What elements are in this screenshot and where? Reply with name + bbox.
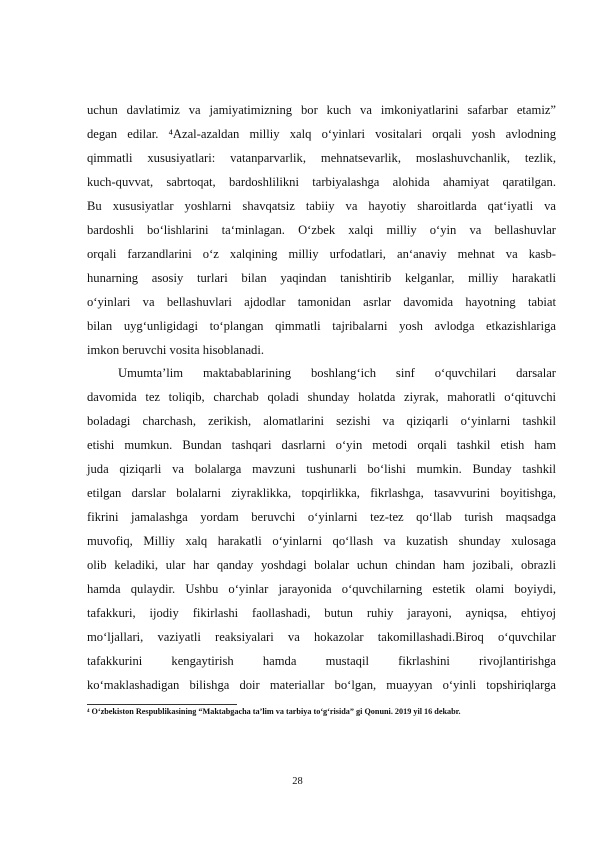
text-line: mo‘ljallari, vaziyatli reaksiyalari va hokazolar takomillashadi.Biroq o‘quvchilar bbox=[87, 629, 556, 644]
text-line: o‘yinlari va bellashuvlari ajdodlar tamonidan asrlar davomida hayotning tabiat bbox=[87, 294, 556, 309]
text-line: orqali farzandlarini o‘z xalqining milliy urfodatlari, an‘anaviy mehnat va kasb- bbox=[87, 246, 556, 261]
page-number: 28 bbox=[292, 776, 303, 787]
text-line: hamda qulaydir. Ushbu o‘yinlar jarayonida o‘quvchilarning estetik olami boyiydi, bbox=[87, 582, 556, 596]
text-line: muvofiq, Milliy xalq harakatli o‘yinlarni qo‘llash va kuzatish shunday xulosaga bbox=[87, 534, 556, 549]
text-line: boladagi charchash, zerikish, alomatlarini sezishi va qiziqarli o‘yinlarni tashkil bbox=[87, 414, 556, 429]
text-line: uchun davlatimiz va jamiyatimizning bor kuch va imkoniyatlarini safarbar etamiz” bbox=[87, 103, 556, 117]
text-line: degan edilar. ⁴Azal-azaldan milliy xalq o‘yinlari vositalari orqali yosh avlodning bbox=[87, 126, 556, 141]
text-line: tafakkurini kengaytirish hamda mustaqil fikrlashini rivojlantirishga bbox=[87, 653, 556, 668]
text-line: tafakkuri, ijodiy fikirlashi faollashadi, butun ruhiy jarayoni, ayniqsa, ehtiyoj bbox=[87, 605, 556, 620]
text-line: fikrini jamalashga yordam beruvchi o‘yinlarni tez-tez qo‘llab turish maqsadga bbox=[87, 510, 556, 525]
text-line: etishi mumkun. Bundan tashqari dasrlarni o‘yin metodi orqali tashkil etish ham bbox=[87, 438, 556, 453]
paragraph-first-line: Umumta’lim maktabablarining boshlang‘ich sinf o‘quvchilari darsalar bbox=[118, 366, 556, 381]
text-line: davomida tez toliqib, charchab qoladi shunday holatda ziyrak, mahoratli o‘qituvchi bbox=[87, 390, 556, 405]
text-line: olib keladiki, ular har qanday yoshdagi bolalar uchun chindan ham jozibali, obrazli bbox=[87, 558, 556, 573]
text-line: ko‘maklashadigan bilishga doir materiallar bo‘lgan, muayyan o‘yinli topshiriqlarga bbox=[87, 677, 556, 692]
text-line: juda qiziqarli va bolalarga mavzuni tushunarli bo‘lishi mumkin. Bunday tashkil bbox=[87, 462, 556, 477]
text-line: bardoshli bo‘lishlarini ta‘minlagan. O‘zbek xalqi milliy o‘yin va bellashuvlar bbox=[87, 222, 556, 237]
footnote: ⁴ O‘zbekiston Respublikasining “Maktabgacha ta’lim va tarbiya to‘g‘risida” gi Qonuni. 2019 yil 16 dekabr. bbox=[87, 706, 461, 716]
text-line: hunarning asosiy turlari bilan yaqindan tanishtirib kelganlar, milliy harakatli bbox=[87, 270, 556, 285]
text-line: Bu xususiyatlar yoshlarni shavqatsiz tabiiy va hayotiy sharoitlarda qat‘iyatli va bbox=[87, 198, 556, 213]
text-line: imkon beruvchi vosita hisoblanadi. bbox=[87, 342, 264, 357]
text-line: bilan uyg‘unligidagi to‘plangan qimmatli tajribalarni yosh avlodga etkazishlariga bbox=[87, 318, 556, 333]
text-line: qimmatli xususiyatlari: vatanparvarlik, mehnatsevarlik, moslashuvchanlik, tezlik, bbox=[87, 150, 556, 165]
text-line: etilgan darslar bolalarni ziyraklikka, topqirlikka, fikrlashga, tasavvurini boyitishga, bbox=[87, 486, 556, 501]
text-line: kuch-quvvat, sabrtoqat, bardoshlilikni tarbiyalashga alohida ahamiyat qaratilgan. bbox=[87, 174, 556, 189]
